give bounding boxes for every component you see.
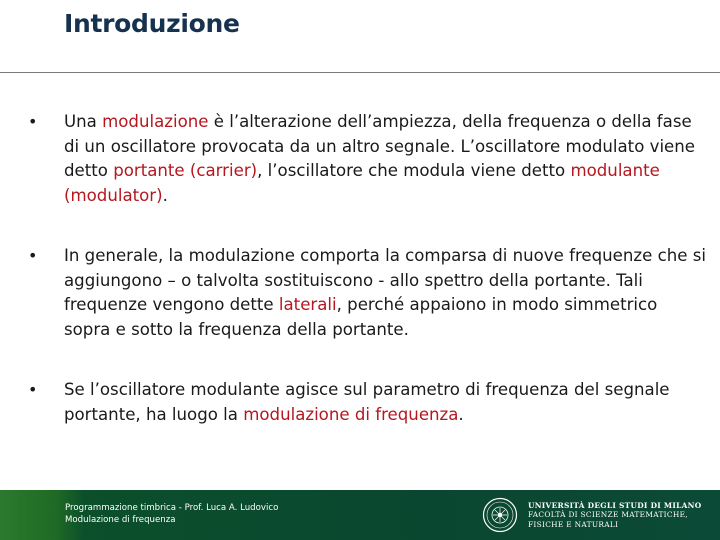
bullet-text: Se l’oscillatore modulante agisce sul parametro di frequenza del segnale portante, ha luogo la modulazione di frequenza. — [64, 380, 670, 424]
bullet-dot-icon: • — [28, 246, 38, 265]
slide-title: Introduzione — [64, 9, 240, 38]
university-seal-icon — [482, 497, 518, 533]
highlight-term: modulazione di frequenza — [243, 404, 459, 424]
footer-topic: Modulazione di frequenza — [65, 515, 176, 525]
bullet-item — [28, 110, 708, 208]
university-logo — [482, 495, 718, 537]
university-name: UNIVERSITÀ DEGLI STUDI DI MILANO FACOLTÀ DI SCIENZE MATEMATICHE, FISICHE E NATURALI — [528, 501, 702, 529]
bullet-text: In generale, la modulazione comporta la comparsa di nuove frequenze che si aggiungono – o talvolta sostituiscono - allo spettro della portante. Tali frequenze vengono dette laterali, perché appaiono in modo simmetrico sopra e sotto la frequenza della portante. — [64, 246, 706, 339]
bullet-dot-icon: • — [28, 112, 38, 131]
footer-course: Programmazione timbrica - Prof. Luca A. Ludovico — [65, 503, 279, 513]
slide-content — [28, 110, 708, 463]
footer-bar — [0, 490, 720, 540]
highlight-term: laterali — [278, 295, 337, 314]
bullet-item — [28, 244, 708, 342]
bullet-dot-icon: • — [28, 380, 38, 399]
bullet-text: Una modulazione è l’alterazione dell’ampiezza, della frequenza o della fase di un oscillatore provocata da un altro segnale. L’oscillatore modulato viene detto portante (carrier), l’oscillatore che modula viene detto modulante (modulator). — [64, 112, 695, 205]
highlight-term: portante (carrier) — [113, 161, 258, 180]
highlight-term: modulazione — [102, 112, 209, 131]
footer-caption — [65, 502, 278, 526]
bullet-item — [28, 378, 708, 427]
highlight-term: modulante (modulator) — [64, 161, 660, 205]
title-divider — [0, 72, 720, 73]
